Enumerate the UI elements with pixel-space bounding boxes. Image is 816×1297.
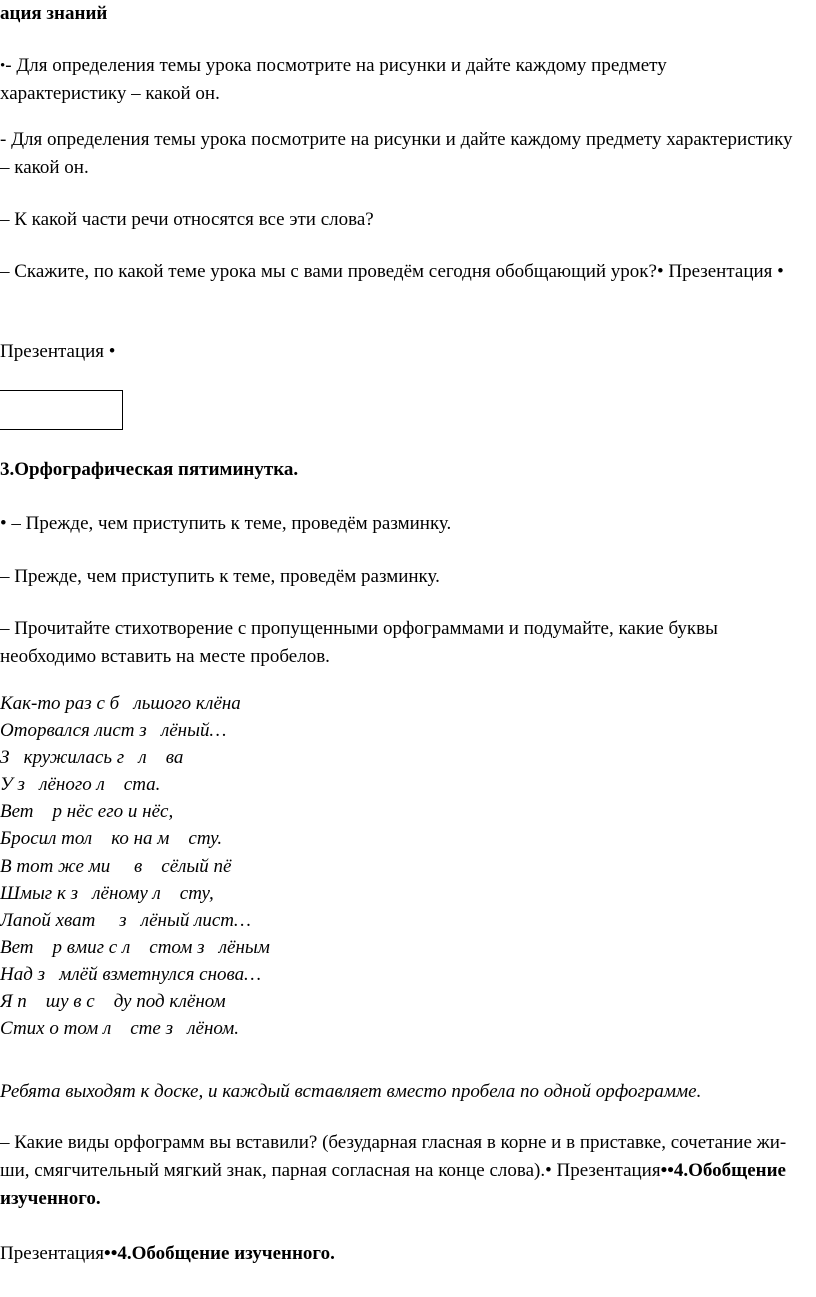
poem-line: В тот же ми в сёлый пё [0,855,232,877]
poem-line: Вет р вмиг с л стом з лёным [0,936,270,958]
poem-line: Лапой хват з лёный лист… [0,909,251,931]
presentation-label: Презентация [0,1243,105,1264]
section-3-heading: 3.Орфографическая пятиминутка. [0,459,299,480]
presentation-ref: • Презентация • [656,261,784,282]
intro-paragraph-1 [0,52,796,108]
bullet-icon: • [0,58,6,74]
poem-line: Стих о том л сте з лёном. [0,1018,240,1040]
poem-task-instruction: – Прочитайте стихотворение с пропущенными орфограммами и подумайте, какие буквы необходимо вставить на месте пробелов. [0,618,718,667]
closing-question [0,1129,796,1213]
bullet-dots: •• [104,1243,118,1264]
warmup-instruction-2: – Прежде, чем приступить к теме, проведём разминку. [0,566,440,587]
poem-line: Вет р нёс его и нёс, [0,801,174,823]
intro-question-topic-text: – Скажите, по какой теме урока мы с вами проведём сегодня обобщающий урок? [0,261,657,282]
poem-line: Как-то раз с б льшого клёна [0,693,241,714]
section-4-heading-inline: 4.Обобщение изученного. [0,1160,786,1209]
intro-paragraph-1-text: - Для определения темы урока посмотрите на рисунки и дайте каждому предмету характеристику – какой он. [0,55,667,104]
warmup-instruction-1: • – Прежде, чем приступить к теме, проведём разминку. [0,513,452,534]
closing-question-text: – Какие виды орфограмм вы вставили? (безударная гласная в корне и в приставке, сочетание жи-ши, смягчительный мягкий знак, парная согласная на конце слова). [0,1132,787,1181]
presentation-ref: • Презентация [545,1160,661,1181]
poem-line: У з лёного л ста. [0,774,161,796]
poem-line: Я п шу в с ду под клёном [0,991,226,1013]
empty-image-frame [0,390,123,430]
intro-question-part-of-speech: – К какой части речи относятся все эти слова? [0,209,374,230]
intro-question-topic [0,258,796,286]
poem-line: З кружилась г л ва [0,747,184,769]
section-4-heading: 4.Обобщение изученного. [117,1243,335,1264]
bullet-dots: •• [660,1160,674,1181]
poem-line: Над з млёй взметнулся снова… [0,963,262,985]
section-title-fragment: ация знаний [0,3,108,24]
poem [0,690,270,1042]
presentation-ref-final [0,1240,796,1268]
poem-line: Бросил тол ко на м сту. [0,828,223,850]
presentation-ref-line: Презентация • [0,341,116,362]
poem-line: Шмыг к з лёному л сту, [0,882,214,904]
activity-note: Ребята выходят к доске, и каждый вставляет вместо пробела по одной орфограмме. [0,1081,702,1102]
intro-paragraph-2: - Для определения темы урока посмотрите на рисунки и дайте каждому предмету характеристику – какой он. [0,129,793,178]
poem-line: Оторвался лист з лёный… [0,720,227,742]
